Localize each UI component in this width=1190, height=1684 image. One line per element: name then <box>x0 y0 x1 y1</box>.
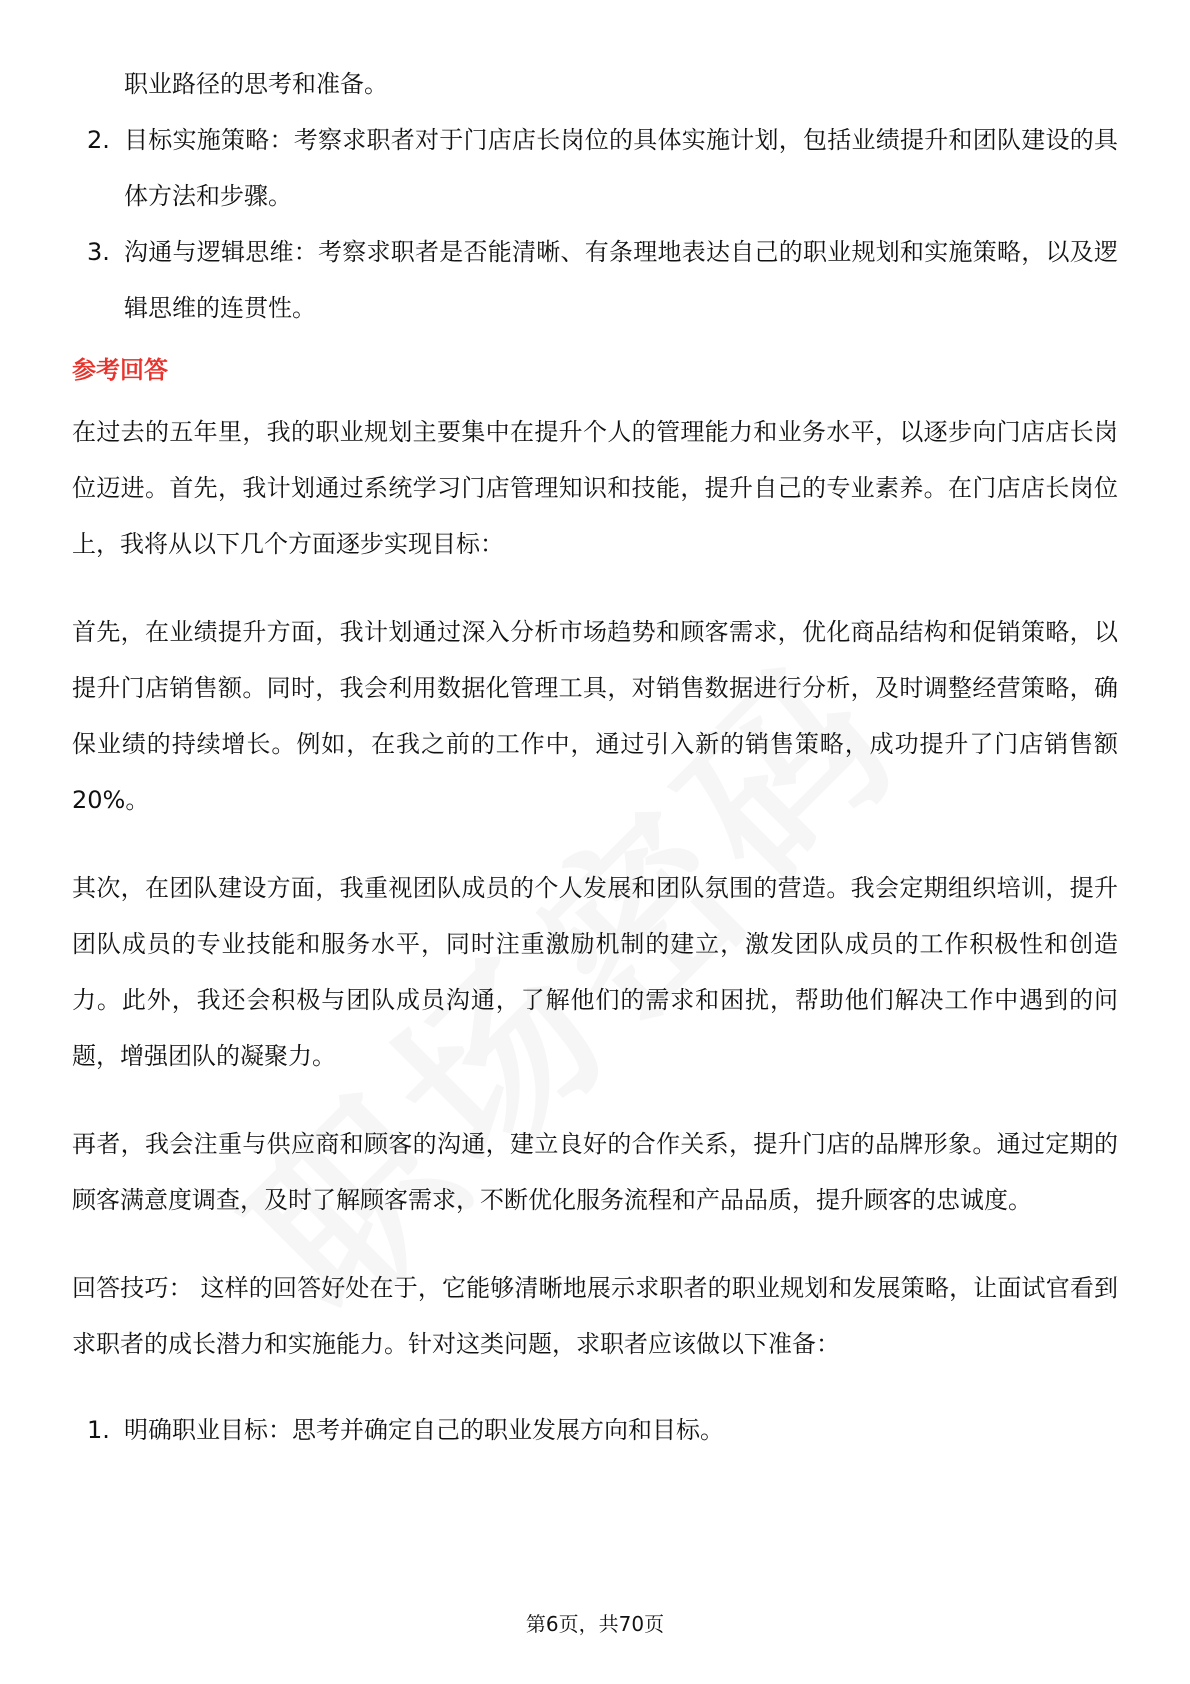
list-item-text: 明确职业目标：思考并确定自己的职业发展方向和目标。 <box>124 1416 724 1444</box>
criteria-list <box>72 112 1118 336</box>
section-title: 参考回答 <box>72 356 168 384</box>
list-number: 1. <box>87 1416 110 1444</box>
list-item <box>72 1402 1118 1458</box>
list-item-text: 目标实施策略：考察求职者对于门店店长岗位的具体实施计划，包括业绩提升和团队建设的具体方法和步骤。 <box>124 126 1118 210</box>
list-item <box>72 112 1118 224</box>
page-footer: 第6页，共70页 <box>525 1612 665 1636</box>
paragraph: 在过去的五年里，我的职业规划主要集中在提升个人的管理能力和业务水平，以逐步向门店店长岗位迈进。首先，我计划通过系统学习门店管理知识和技能，提升自己的专业素养。在门店店长岗位上，我将从以下几个方面逐步实现目标： <box>72 418 1118 558</box>
list-number: 3. <box>87 238 110 266</box>
page-content <box>72 56 1118 1458</box>
intro-line: 职业路径的思考和准备。 <box>124 70 388 98</box>
paragraph: 回答技巧： 这样的回答好处在于，它能够清晰地展示求职者的职业规划和发展策略，让面试官看到求职者的成长潜力和实施能力。针对这类问题，求职者应该做以下准备： <box>72 1274 1118 1358</box>
list-item-text: 沟通与逻辑思维：考察求职者是否能清晰、有条理地表达自己的职业规划和实施策略，以及逻辑思维的连贯性。 <box>124 238 1118 322</box>
paragraph: 再者，我会注重与供应商和顾客的沟通，建立良好的合作关系，提升门店的品牌形象。通过定期的顾客满意度调查，及时了解顾客需求，不断优化服务流程和产品品质，提升顾客的忠诚度。 <box>72 1130 1118 1214</box>
paragraph: 其次，在团队建设方面，我重视团队成员的个人发展和团队氛围的营造。我会定期组织培训，提升团队成员的专业技能和服务水平，同时注重激励机制的建立，激发团队成员的工作积极性和创造力。此外，我还会积极与团队成员沟通，了解他们的需求和困扰，帮助他们解决工作中遇到的问题，增强团队的凝聚力。 <box>72 874 1118 1070</box>
list-item <box>72 224 1118 336</box>
paragraph: 首先，在业绩提升方面，我计划通过深入分析市场趋势和顾客需求，优化商品结构和促销策略，以提升门店销售额。同时，我会利用数据化管理工具，对销售数据进行分析，及时调整经营策略，确保业绩的持续增长。例如，在我之前的工作中，通过引入新的销售策略，成功提升了门店销售额20%。 <box>72 618 1118 814</box>
tips-list <box>72 1402 1118 1458</box>
list-number: 2. <box>87 126 110 154</box>
